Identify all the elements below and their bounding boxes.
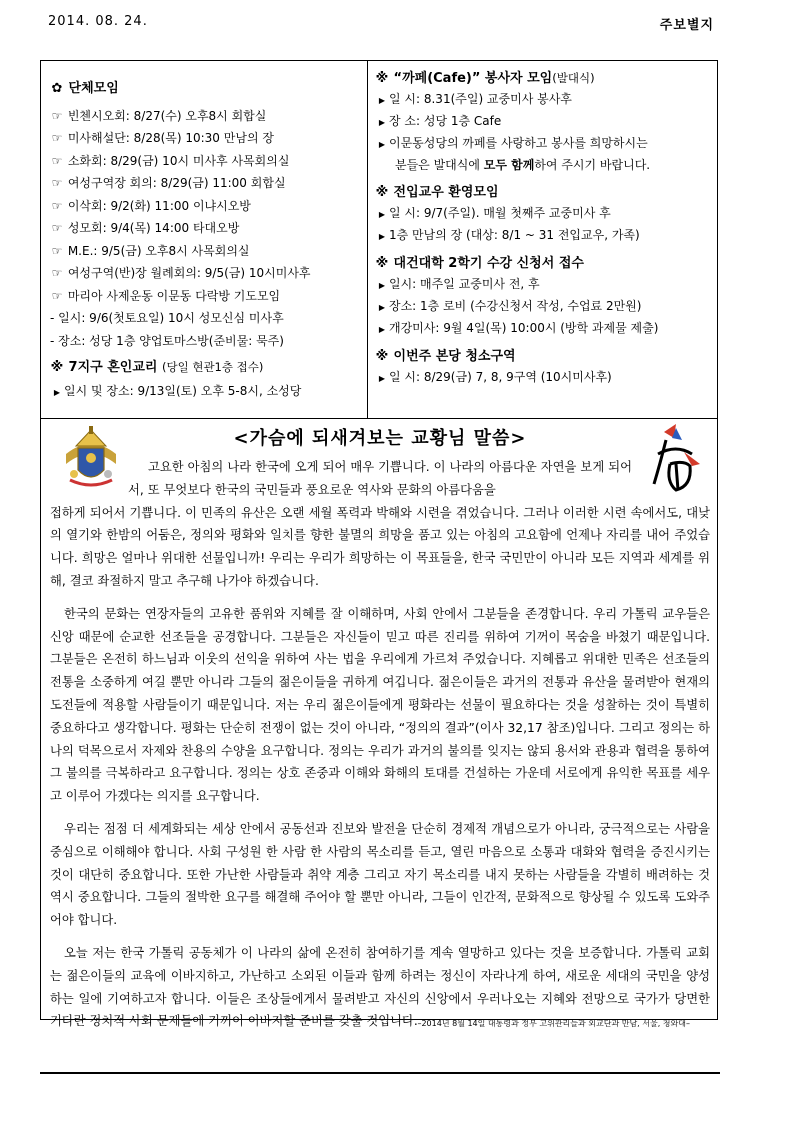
college-registration-heading: ※ 대건대학 2학기 수강 신청서 접수 bbox=[375, 253, 713, 274]
triangle-bullet-icon: ▶ bbox=[378, 325, 386, 334]
marriage-class-heading: ※ 7지구 혼인교리 (당일 현관1층 접수) bbox=[50, 356, 362, 380]
emphasis-text: 모두 함께 bbox=[483, 158, 535, 172]
pointing-hand-icon: ☞ bbox=[51, 288, 63, 303]
bulletin-date: 2014. 08. 24. bbox=[48, 14, 148, 29]
asterisk-icon: ※ bbox=[50, 360, 64, 375]
triangle-bullet-icon: ▶ bbox=[378, 232, 386, 241]
list-subitem: - 일시: 9/6(첫토요일) 10시 성모신심 미사후 bbox=[50, 311, 284, 325]
list-item: ▶ 장 소: 성당 1층 Cafe bbox=[375, 111, 713, 133]
page-header bbox=[40, 6, 718, 32]
pointing-hand-icon: ☞ bbox=[51, 198, 63, 213]
list-subitem: - 장소: 성당 1층 양업토마스방(준비물: 묵주) bbox=[50, 333, 284, 348]
list-item: ☞ 마리아 사제운동 이문동 다락방 기도모임 bbox=[50, 285, 362, 308]
pointing-hand-icon: ☞ bbox=[51, 243, 63, 258]
bulletin-title: 주보별지 bbox=[659, 18, 714, 33]
cafe-meeting-heading: ※ “까페(Cafe)” 봉사자 모임(발대식) bbox=[375, 68, 713, 89]
triangle-bullet-icon: ▶ bbox=[378, 374, 386, 383]
list-item: ▶ 일 시: 9/7(주일). 매월 첫째주 교중미사 후 bbox=[375, 203, 713, 225]
group-meeting-heading: ✿ 단체모임 bbox=[50, 78, 362, 101]
list-item: ▶ 장소: 1층 로비 (수강신청서 작성, 수업료 2만원) bbox=[375, 296, 713, 318]
asterisk-icon: ※ bbox=[375, 185, 389, 200]
message-source: –2014년 8월 14일 대통령과 정부 고위관리들과 외교단과 만남, 서울, 청와대– bbox=[417, 1019, 690, 1029]
pointing-hand-icon: ☞ bbox=[51, 221, 63, 235]
right-column bbox=[375, 68, 713, 389]
message-paragraph-3: 우리는 점점 더 세계화되는 세상 안에서 공동선과 진보와 발전을 단순히 경제적 개념으로가 아니라, 궁극적으로는 사람을 중심으로 이해해야 합니다. 사회 구성원 한 사람 한 사람의 목소리를 듣고, 열린 마음으로 소통과 대화와 협력을 증진시키는 것이 대단히 중요합니다. 또한 가난한 사람들과 취약 계층 그리고 자기 목소리를 내지 못하는 사람들을 각별히 배려하는 것 역시 중요합니다. 그들의 절박한 요구를 해결해 주어야 할 뿐만 아니라, 그들이 인간적, 문화적으로 향상될 수 있도록 도와주어야 합니다. bbox=[50, 821, 710, 928]
list-item: ▶ 일시: 매주일 교중미사 전, 후 bbox=[375, 274, 713, 296]
pointing-hand-icon: ☞ bbox=[51, 176, 63, 190]
triangle-bullet-icon: ▶ bbox=[378, 118, 386, 127]
triangle-bullet-icon: ▶ bbox=[378, 303, 386, 312]
list-item: ☞ 이삭회: 9/2(화) 11:00 이냐시오방 bbox=[50, 195, 362, 218]
group-meeting-list bbox=[50, 105, 362, 353]
message-paragraph-2: 한국의 문화는 연장자들의 고유한 품위와 지혜를 잘 이해하며, 사회 안에서 그분들을 존경합니다. 우리 가톨릭 교우들은 신앙 때문에 순교한 선조들을 공경합니다. 그분들은 자신들이 믿고 따른 진리를 위하여 기꺼이 목숨을 바쳤기 때문입니다. 그분들은 온전히 하느님과 이웃의 선익을 위하여 사는 법을 우리에게 가르쳐 주었습니다. 지혜롭고 위대한 민족은 선조들의 전통을 소중하게 여길 뿐만 아니라 그들의 젊은이들을 귀하게 여깁니다. 젊은이들은 과거의 전통과 유산을 물려받아 현재의 도전들에 적용할 사람들이기 때문입니다. 저는 우리 젊은이들에게 평화라는 선물이 필요하다는 것을 성찰하는 것이 특별히 중요하다고 생각합니다. 평화는 단순히 전쟁이 없는 것이 아니라, “정의의 결과”(이사 32,17 참조)입니다. 그리고 정의는 하나의 덕목으로서 자제와 찬용의 수양을 요구합니다. 정의는 우리가 과거의 불의를 잊지는 않되 용서와 관용과 협력을 통하여 그 불의를 극복하라고 요구합니다. 정의는 상호 존중과 이해와 화해의 토대를 건설하는 가운데 서로에게 유익한 목표를 세우고 이루어 가겠다는 의지를 요구합니다. bbox=[50, 606, 710, 804]
message-paragraph-4: 오늘 저는 한국 가톨릭 공동체가 이 나라의 삶에 온전히 참여하기를 계속 열망하고 있다는 것을 보증합니다. 가톨릭 교회는 젊은이들의 교육에 이바지하고, 가난하고 소외된 이들과 함께 하려는 정신이 자라나게 하여, 새로운 세대의 국민을 양성하는 일에 기여하고자 합니다. 이들은 조상들에게서 물려받고 자신의 신앙에서 우러나오는 지혜와 전망으로 국가가 당면한 커다란 정치적 사회 문제들에 기꺼이 이바지할 준비를 갖출 것입니다. bbox=[50, 945, 710, 1029]
triangle-bullet-icon: ▶ bbox=[378, 96, 386, 105]
list-item: ☞ 소화회: 8/29(금) 10시 미사후 사목회의실 bbox=[50, 150, 362, 173]
pointing-hand-icon: ☞ bbox=[51, 131, 63, 145]
list-item: ▶ 일 시: 8.31(주일) 교중미사 봉사후 bbox=[375, 89, 713, 111]
message-paragraph-1: 접하게 되어서 기쁩니다. 이 민족의 유산은 오랜 세월 폭력과 박해와 시련을 겪었습니다. 그러나 이러한 시련 속에서도, 대낮의 열기와 한밤의 어둠은, 정의와 평화와 일치를 향한 불멸의 희망을 품고 있는 아침의 고요함에 언제나 자리를 내어 주었습니다. 희망은 얼마나 위대한 선물입니까! 우리는 우리가 희망하는 이 목표들을, 한국 국민만이 아니라 모든 지역과 세계를 위해, 결코 좌절하지 말고 추구해 나가야 하겠습니다. bbox=[50, 505, 710, 588]
list-item: ▶ 일 시: 8/29(금) 7, 8, 9구역 (10시미사후) bbox=[375, 367, 713, 389]
list-item: ▶ 이문동성당의 까페를 사랑하고 봉사를 희망하시는 bbox=[375, 133, 713, 155]
pointing-hand-icon: ☞ bbox=[51, 153, 63, 168]
list-item: ☞ 미사해설단: 8/28(목) 10:30 만남의 장 bbox=[50, 127, 362, 150]
list-item: ☞ 빈첸시오회: 8/27(수) 오후8시 회합실 bbox=[50, 105, 362, 128]
footer-line bbox=[40, 1072, 720, 1074]
asterisk-icon: ※ bbox=[375, 256, 389, 271]
list-item: ☞ 성모회: 9/4(목) 14:00 타대오방 bbox=[50, 217, 362, 240]
message-paragraph-intro: 고요한 아침의 나라 한국에 오게 되어 매우 기쁩니다. 이 나라의 아름다운 자연을 보게 되어서, 또 무엇보다 한국의 국민들과 풍요로운 역사와 문화의 아름다움을 bbox=[128, 460, 632, 497]
triangle-bullet-icon: ▶ bbox=[378, 140, 386, 149]
section-divider bbox=[40, 418, 718, 419]
cleaning-duty-heading: ※ 이번주 본당 청소구역 bbox=[375, 346, 713, 367]
pope-message-section bbox=[50, 428, 710, 1036]
triangle-bullet-icon: ▶ bbox=[378, 281, 386, 290]
triangle-bullet-icon: ▶ bbox=[378, 210, 386, 219]
list-item: ☞ 여성구역장 회의: 8/29(금) 11:00 회합실 bbox=[50, 172, 362, 195]
list-item: ▶ 일시 및 장소: 9/13일(토) 오후 5-8시, 소성당 bbox=[50, 380, 362, 405]
list-item: ☞ 여성구역(반)장 월례회의: 9/5(금) 10시미사후 bbox=[50, 262, 362, 285]
flower-icon: ✿ bbox=[51, 81, 63, 96]
list-item: ▶ 1층 만남의 장 (대상: 8/1 ~ 31 전입교우, 가족) bbox=[375, 225, 713, 247]
asterisk-icon: ※ bbox=[375, 71, 389, 86]
list-item-continued: 분들은 발대식에 모두 함께하여 주시기 바랍니다. bbox=[395, 158, 651, 172]
pointing-hand-icon: ☞ bbox=[51, 108, 63, 123]
column-divider bbox=[367, 60, 368, 418]
newcomer-welcome-heading: ※ 전입교우 환영모임 bbox=[375, 182, 713, 203]
list-item: ☞ M.E.: 9/5(금) 오후8시 사목회의실 bbox=[50, 240, 362, 263]
pointing-hand-icon: ☞ bbox=[51, 266, 63, 280]
asterisk-icon: ※ bbox=[375, 349, 389, 364]
triangle-bullet-icon: ▶ bbox=[53, 387, 61, 397]
list-item: ▶ 개강미사: 9월 4일(목) 10:00시 (방학 과제물 제출) bbox=[375, 318, 713, 340]
left-column bbox=[50, 78, 362, 404]
message-title: <가슴에 되새겨보는 교황님 말씀> bbox=[233, 428, 527, 449]
